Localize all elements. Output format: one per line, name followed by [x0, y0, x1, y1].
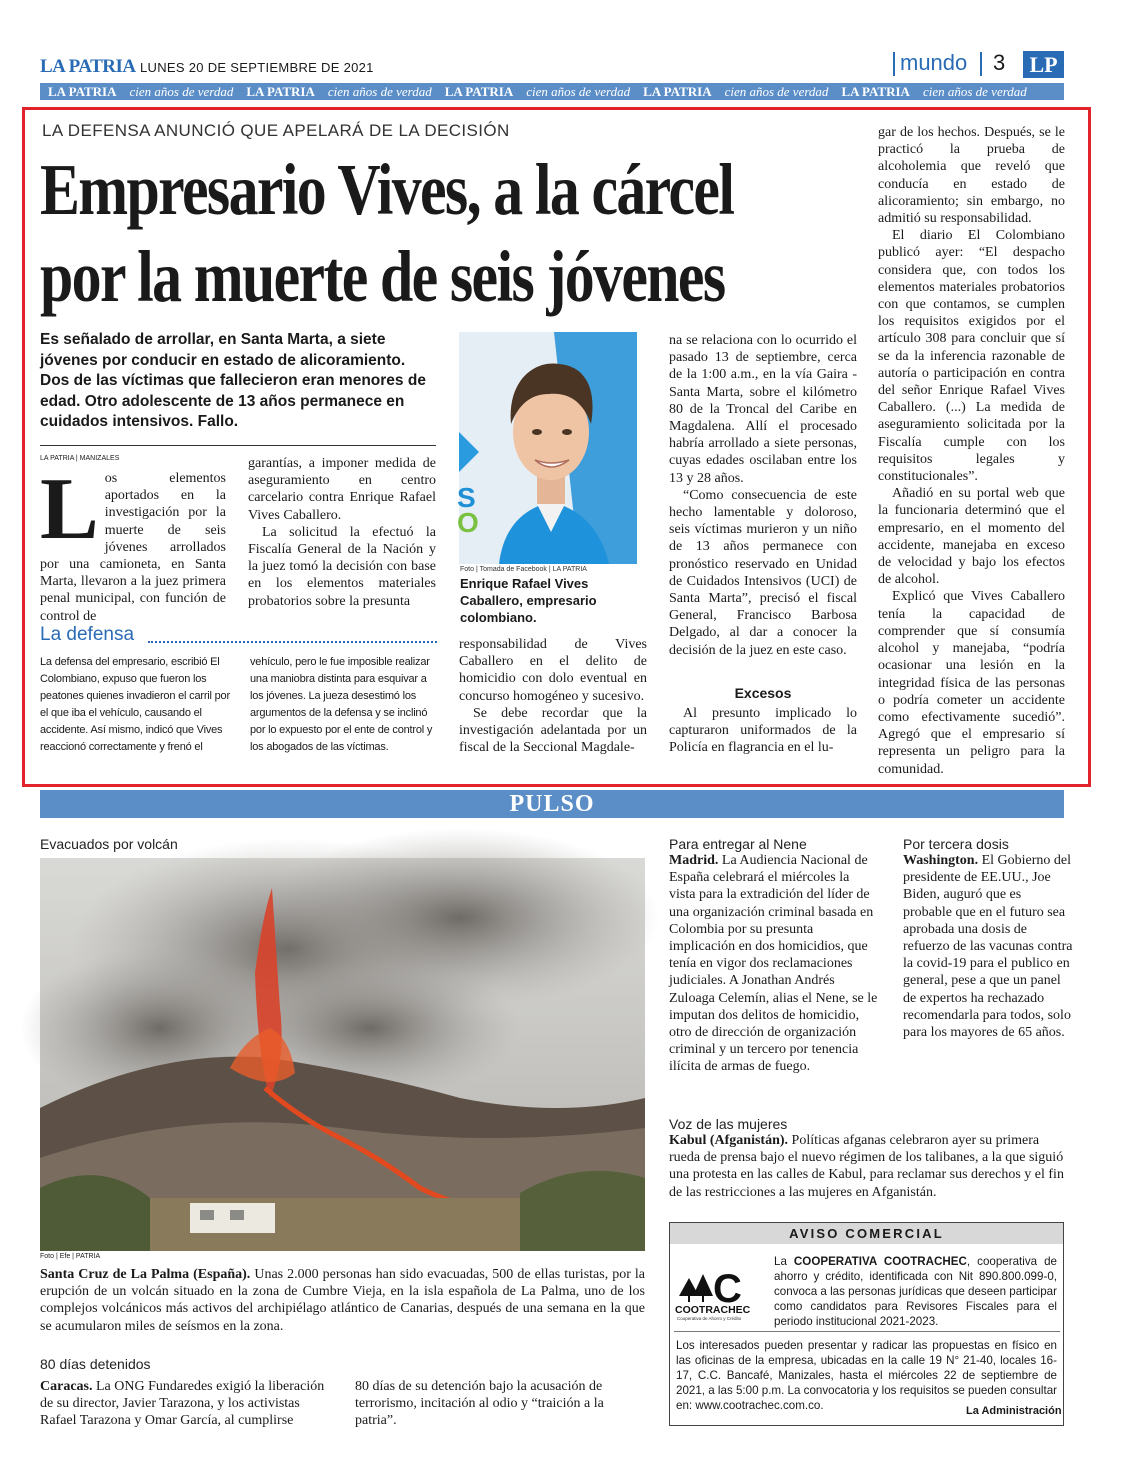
brief-text: [40, 1266, 645, 1335]
notice-text: [774, 1254, 1057, 1329]
paragraph: El diario El Colombiano publicó ayer: “El despacho considera que, con todos los elementos materiales probatorios con que contamos, se cumplen los requisitos exigidos por el artículo 308 para concluir que sí se da la inferencia razonable de autoría o participación en contra del señor Enrique Rafael Vives Caballero. (...) La medida de aseguramiento solicitada por la Fiscalía cumple con los requisitos legales y constitucionales”.: [878, 228, 1065, 485]
photo-credit: Foto | Efe | PATRIA: [40, 1253, 101, 1260]
brief-dateline: Caracas.: [40, 1379, 93, 1394]
notice-org-name: COOPERATIVA COOTRACHEC: [793, 1255, 967, 1268]
paragraph: os elementos aportados en la investigación por la muerte de seis jóvenes arrollados por una camioneta, en Santa Marta, llevaron a la juez primera penal municipal, con función de control de: [40, 471, 226, 624]
masthead-brand: LA PATRIA: [40, 56, 136, 77]
notice-divider: [674, 1331, 1060, 1332]
headline-line-1: Empresario Vives, a la cárcel: [40, 149, 734, 230]
brief-dateline: Washington.: [903, 853, 979, 868]
notice-details: Los interesados pueden presentar y radicar las propuestas en físico en las oficinas de la empresa, ubicadas en la calle 19 N° 21-40, locales 16-17, C.C. Bancafé, Manizales, hasta el miércoles 22 de septiembre de 2021, a las 5:00 p.m. La convocatoria y los requisitos se pueden consultar en: www.cootrachec.com.co.: [676, 1339, 1057, 1412]
brief-kicker: Por tercera dosis: [903, 836, 1009, 852]
photo-credit: Foto | Tomada de Facebook | LA PATRIA: [460, 566, 587, 573]
brief-text: [40, 1378, 330, 1430]
brief-body: Unas 2.000 personas han sido evacuadas, 500 de ellas turistas, por la erupción de un volcán situado en la zona de Cumbre Vieja, en la isla española de La Palma, uno de los complejos volcánicos más activos del archipiélago atlántico de Canarias, después de una semana en la que se acumularon miles de seísmos en la zona.: [40, 1267, 646, 1334]
svg-text:S: S: [457, 482, 476, 513]
brief-dateline: Madrid.: [669, 853, 719, 868]
paragraph: gar de los hechos. Después, se le practicó la prueba de alcoholemia que reveló que conducía en estado de alicoramiento; sin embargo, no admitió su responsabilidad.: [878, 125, 1065, 227]
brief-dateline: Santa Cruz de La Palma (España).: [40, 1267, 251, 1282]
brief-dateline: Kabul (Afganistán).: [669, 1133, 789, 1148]
article-lead: Es señalado de arrollar, en Santa Marta, a siete jóvenes por conducir en estado de alicoramiento. Dos de las víctimas que fallecieron eran menores de edad. Otro adolescente de 13 años permanece en cuidados intensivos. Fallo.: [40, 331, 426, 430]
ribbon-tagline: cien años de verdad: [526, 84, 631, 99]
paragraph: Explicó que Vives Caballero tenía la capacidad de comprender que sí consumía alcohol y manejaba, “podría ocasionar una lesión en la integridad física de las personas o podría cometer un accidente como efectivamente sucedió”. Agregó que el empresario sí representa un peligro para la comunidad.: [878, 589, 1065, 777]
brief-text: [669, 1132, 1065, 1201]
ribbon-tagline: cien años de verdad: [922, 84, 1027, 99]
photo-caption: Enrique Rafael Vives Caballero, empresario colombiano.: [460, 576, 597, 625]
svg-text:O: O: [457, 507, 479, 538]
article-kicker: LA DEFENSA ANUNCIÓ QUE APELARÁ DE LA DECISIÓN: [42, 121, 510, 140]
brief-body: La Audiencia Nacional de España celebrará el miércoles la vista para la extradición del líder de una organización criminal basada en Colombia por su presunta implicación en dos homicidios, que tenía en vigor dos reclamaciones judiciales. A Jonathan Andrés Zuloaga Celemín, alias el Nene, se le imputan dos delitos de homicidio, otro de dirección de organización criminal y un tercero por tenencia ilícita de armas de fuego.: [669, 853, 878, 1075]
section-divider: [980, 52, 982, 76]
ribbon-tagline: cien años de verdad: [327, 84, 432, 99]
notice-signature: La Administración: [966, 1405, 1062, 1417]
paragraph: Al presunto implicado lo capturaron uniformados de la Policía en flagrancia en el lu-: [669, 706, 857, 756]
article-column-4: [669, 332, 857, 659]
lead-divider: [40, 445, 436, 446]
article-column-1: [40, 461, 226, 625]
logo-name: COOTRACHEC: [675, 1304, 751, 1316]
ribbon-tagline: cien años de verdad: [724, 84, 829, 99]
paragraph: na se relaciona con lo ocurrido el pasado 13 de septiembre, cerca de la 1:00 a.m., en la vía Gaira - Santa Marta, sobre el kilómetro 80 de la Troncal del Caribe en Magdalena. Allí el procesado habría arrollado a siete personas, cuyas edades oscilaban entre los 13 y 28 años.: [669, 333, 857, 486]
brief-kicker: Voz de las mujeres: [669, 1116, 788, 1132]
page-number: 3: [993, 50, 1006, 75]
article-column-3: [459, 636, 647, 756]
brand-ribbon: [40, 83, 1064, 100]
brief-text: [903, 852, 1073, 1041]
brief-body: La ONG Fundaredes exigió la liberación de su director, Javier Tarazona, y los activistas Rafael Tarazona y Omar García, al cumplirse: [40, 1379, 325, 1429]
ribbon-tagline: cien años de verdad: [129, 84, 234, 99]
ribbon-brand: LA PATRIA: [444, 84, 514, 99]
paragraph: Se debe recordar que la investigación adelantada por un fiscal de la Seccional Magdale-: [459, 705, 647, 756]
notice-header: AVISO COMERCIAL: [670, 1223, 1063, 1244]
cootrachec-logo: [673, 1260, 765, 1322]
masthead-date: LUNES 20 DE SEPTIEMBRE DE 2021: [140, 60, 374, 75]
svg-text:C: C: [713, 1267, 742, 1311]
notice-text-prefix: La: [774, 1255, 794, 1268]
brief-text-continued: 80 días de su detención bajo la acusación de terrorismo, incitación al odio y “traición a la patria”.: [355, 1379, 604, 1429]
ribbon-brand: LA PATRIA: [841, 84, 910, 99]
drop-cap: L: [40, 461, 99, 558]
subhead: Excesos: [734, 685, 792, 701]
sidebar-text-1: La defensa del empresario, escribió El Colombiano, expuso que fueron los peatones quienes invadieron el carril por el que iba el vehículo, causando el accidente. Así mismo, indicó que Vives reaccionó correctamente y frenó el: [40, 656, 230, 753]
section-divider: [893, 52, 895, 76]
byline: LA PATRIA | MANIZALES: [40, 455, 120, 462]
logo-subtitle: Cooperativa de Ahorro y Crédito: [677, 1316, 742, 1321]
brief-kicker: 80 días detenidos: [40, 1356, 151, 1372]
paragraph: La solicitud la efectuó la Fiscalía General de la Nación y la juez tomó la decisión con base en los elementos materiales probatorios sobre la presunta: [248, 524, 436, 609]
ribbon-brand: LA PATRIA: [246, 84, 315, 99]
paragraph: responsabilidad de Vives Caballero en el delito de homicidio con dolo eventual en concurso homogéneo y sucesivo.: [459, 637, 647, 704]
sidebar-text-2: vehículo, pero le fue imposible realizar una maniobra distinta para esquivar a los jóvenes. La jueza desestimó los argumentos de la defensa y se inclinó por lo expuesto por el ente de control y los abogados de las víctimas.: [250, 656, 433, 753]
paragraph: garantías, a imponer medida de aseguramiento en centro carcelario contra Enrique Rafael Vives Caballero.: [248, 456, 436, 523]
article-column-5: [878, 124, 1065, 778]
headline-line-2: por la muerte de seis jóvenes: [40, 236, 725, 317]
ribbon-brand: LA PATRIA: [643, 84, 712, 99]
brief-body: El Gobierno del presidente de EE.UU., Joe Biden, auguró que es probable que en el futuro sea aprobada una dosis de refuerzo de las vacunas contra la covid-19 para el publico en general, pese a que un panel de expertos ha rechazado recomendarla para todos, solo para los mayores de 65 años.: [903, 853, 1073, 1041]
portrait-photo: [459, 332, 637, 564]
article-column-2: [248, 455, 436, 610]
paragraph: “Como consecuencia de este hecho lamentable y doloroso, seis víctimas murieron y un niño de 13 años permanece con pronóstico reservado en Unidad de Cuidados Intensivos (UCI) de Santa Marta”, precisó el fiscal General, Francisco Barbosa Delgado, al dar a conocer la decisión de la juez en este caso.: [669, 487, 857, 658]
ribbon-brand: LA PATRIA: [48, 84, 117, 99]
notice-text-body: , cooperativa de ahorro y crédito, identificada con Nit 890.800.099-0, convoca a las personas jurídicas que deseen participar como candidatos para Revisores Fiscales para el periodo institucional 2021-2023.: [774, 1255, 1057, 1328]
section-name: mundo: [900, 50, 968, 75]
brief-body: Políticas afganas celebraron ayer su primera rueda de prensa bajo el nuevo régimen de los talibanes, a la que siguió una protesta en las calles de Kabul, para reclamar sus derechos y el fin de las restricciones a las mujeres en Afganistán.: [669, 1133, 1064, 1200]
article-column-4-continued: [669, 705, 857, 757]
paragraph: Añadió en su portal web que la funcionaria determinó que el empresario, en el momento del accidente, manejaba en exceso de velocidad y bajo los efectos de alcohol.: [878, 486, 1065, 588]
pulso-banner: PULSO: [40, 790, 1064, 818]
dotted-rule: [148, 641, 437, 643]
brief-kicker: Evacuados por volcán: [40, 836, 178, 852]
brief-text: [669, 852, 879, 1076]
lp-logo: LP: [1023, 51, 1064, 78]
sidebar-title: La defensa: [40, 624, 135, 645]
brief-kicker: Para entregar al Nene: [669, 836, 807, 852]
volcano-photo: [40, 858, 645, 1251]
